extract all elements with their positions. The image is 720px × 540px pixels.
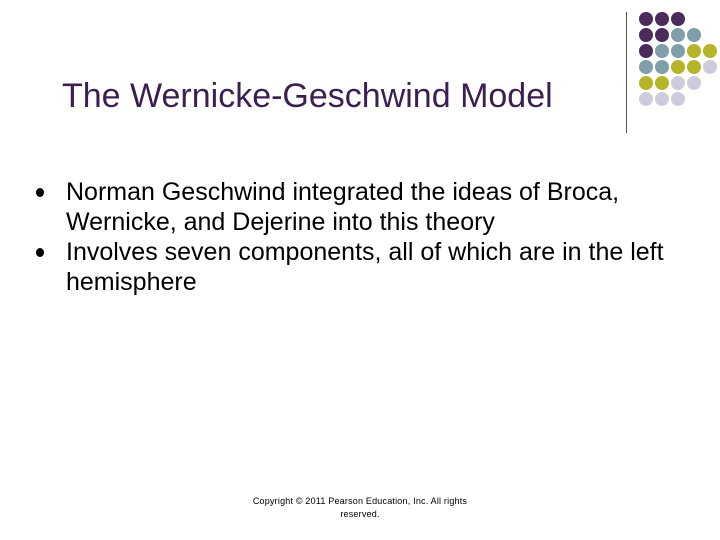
decorative-dot: [639, 76, 653, 90]
decorative-dot: [655, 12, 669, 26]
bullet-icon: [36, 248, 44, 257]
decorative-dot: [639, 60, 653, 74]
decorative-dot: [671, 60, 685, 74]
decorative-dot: [671, 76, 685, 90]
bullet-item: [36, 237, 666, 297]
decorative-dot: [671, 44, 685, 58]
copyright-footer: Copyright © 2011 Pearson Education, Inc. All rights reserved.: [252, 496, 468, 519]
bullet-icon: [36, 188, 44, 197]
bullet-text: Norman Geschwind integrated the ideas of Broca, Wernicke, and Dejerine into this theory: [66, 178, 620, 236]
decorative-dot: [703, 44, 717, 58]
decorative-dot: [655, 60, 669, 74]
decorative-dot: [687, 44, 701, 58]
decorative-divider: [626, 12, 627, 133]
decorative-dot: [671, 12, 685, 26]
bullet-text: Involves seven components, all of which are in the left hemisphere: [66, 238, 664, 296]
decorative-dot: [671, 28, 685, 42]
decorative-dot: [671, 92, 685, 106]
decorative-dot: [655, 92, 669, 106]
decorative-dot: [703, 60, 717, 74]
decorative-dot: [687, 76, 701, 90]
decorative-dot: [655, 44, 669, 58]
decorative-dot-grid: [637, 10, 720, 120]
decorative-dot: [655, 28, 669, 42]
decorative-dot: [639, 12, 653, 26]
decorative-dot: [655, 76, 669, 90]
bullet-item: [36, 177, 666, 237]
decorative-dot: [639, 28, 653, 42]
decorative-dot: [687, 28, 701, 42]
decorative-dot: [687, 60, 701, 74]
bullet-list: [36, 177, 666, 297]
decorative-dot: [639, 44, 653, 58]
slide-title: The Wernicke-Geschwind Model: [62, 77, 553, 115]
decorative-dot: [639, 92, 653, 106]
